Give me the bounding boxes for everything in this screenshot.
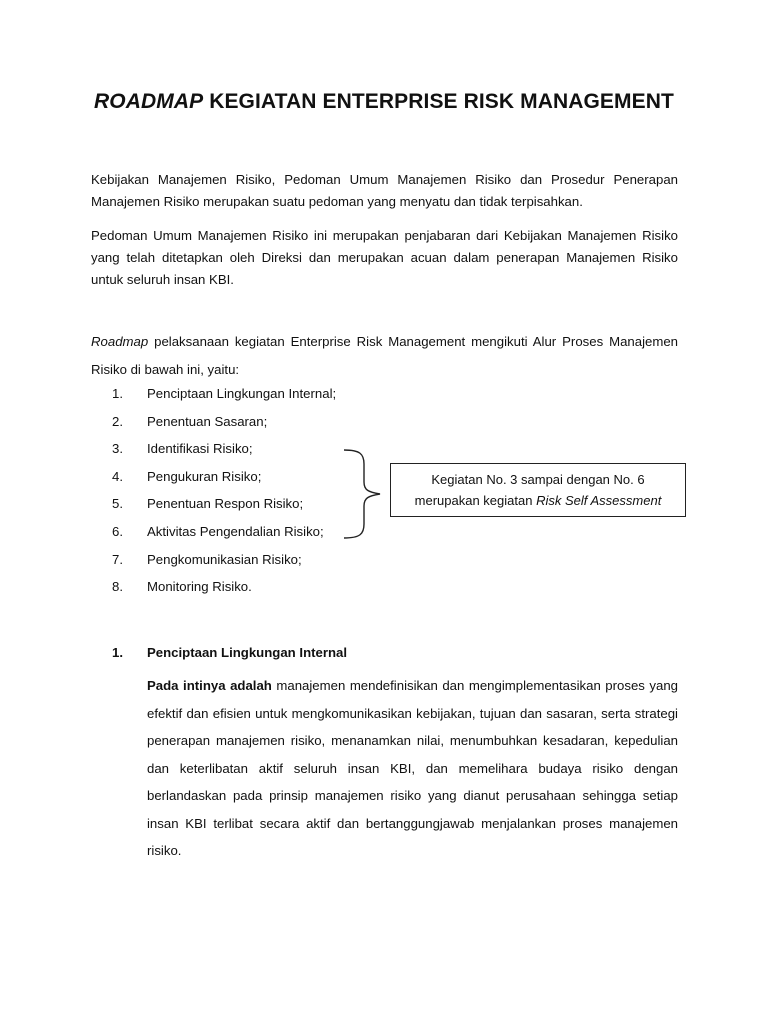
note-line-1: Kegiatan No. 3 sampai dengan No. 6 — [431, 472, 645, 487]
risk-self-assessment-note — [390, 463, 686, 517]
roadmap-italic-word: Roadmap — [91, 334, 149, 349]
section-heading — [112, 645, 347, 660]
list-item-label: Pengukuran Risiko; — [147, 468, 262, 484]
list-item — [112, 576, 336, 604]
list-item-label: Identifikasi Risiko; — [147, 441, 253, 457]
title-italic-part: ROADMAP — [94, 90, 204, 113]
list-item-label: Pengkomunikasian Risiko; — [147, 551, 302, 567]
roadmap-paragraph — [91, 328, 678, 384]
list-item-number: 3. — [112, 441, 123, 457]
page-title — [0, 90, 768, 114]
list-item-number: 2. — [112, 413, 123, 429]
note-line-2-text: merupakan kegiatan — [414, 493, 533, 508]
note-line-2-italic: Risk Self Assessment — [536, 493, 662, 508]
intro-paragraph-1: Kebijakan Manajemen Risiko, Pedoman Umum Manajemen Risiko dan Prosedur Penerapan Manajemen Risiko merupakan suatu pedoman yang menyatu dan tidak terpisahkan. — [91, 172, 678, 209]
list-item-number: 6. — [112, 523, 123, 539]
section-lead-bold: Pada intinya adalah — [147, 678, 272, 693]
title-rest: KEGIATAN ENTERPRISE RISK MANAGEMENT — [209, 90, 674, 113]
list-item-number: 7. — [112, 551, 123, 567]
roadmap-paragraph-text: pelaksanaan kegiatan Enterprise Risk Management mengikuti Alur Proses Manajemen Risiko di bawah ini, yaitu: — [91, 334, 679, 377]
intro-paragraph-2: Pedoman Umum Manajemen Risiko ini merupakan penjabaran dari Kebijakan Manajemen Risiko yang telah ditetapkan oleh Direksi dan merupakan acuan dalam penerapan Manajemen Risiko untuk seluruh insan KBI. — [91, 228, 678, 287]
list-item-label: Penciptaan Lingkungan Internal; — [147, 386, 337, 401]
section-title: Penciptaan Lingkungan Internal — [147, 645, 348, 660]
list-item-label: Aktivitas Pengendalian Risiko; — [147, 523, 324, 539]
list-item — [112, 383, 336, 411]
list-item-label: Monitoring Risiko. — [147, 579, 252, 595]
list-item — [112, 521, 336, 549]
list-item-label: Penentuan Respon Risiko; — [147, 496, 304, 512]
list-item-number: 8. — [112, 579, 123, 595]
list-item-number: 1. — [112, 386, 123, 401]
list-item — [112, 549, 336, 577]
list-item — [112, 466, 336, 494]
list-item — [112, 438, 336, 466]
list-item-number: 5. — [112, 496, 123, 512]
list-item — [112, 493, 336, 521]
list-item-number: 4. — [112, 468, 123, 484]
process-steps-list — [112, 383, 336, 604]
curly-brace-icon — [340, 448, 390, 540]
list-item-label: Penentuan Sasaran; — [147, 413, 268, 429]
list-item — [112, 411, 336, 439]
note-line-2 — [391, 490, 685, 511]
section-body — [147, 672, 678, 865]
section-body-text: manajemen mendefinisikan dan mengimplementasikan proses yang efektif dan efisien untuk mengkomunikasikan kebijakan, tujuan dan sasaran, serta strategi penerapan manajemen risiko, menanamkan nilai, menumbuhkan kesadaran, kepedulian dan keterlibatan aktif seluruh insan KBI, dan memelihara budaya risiko dengan berlandaskan pada prinsip manajemen risiko yang dianut perusahaan sehingga setiap insan KBI terlibat secara aktif dan bertanggungjawab menjalankan proses manajemen risiko. — [147, 678, 679, 858]
section-number: 1. — [112, 645, 123, 660]
